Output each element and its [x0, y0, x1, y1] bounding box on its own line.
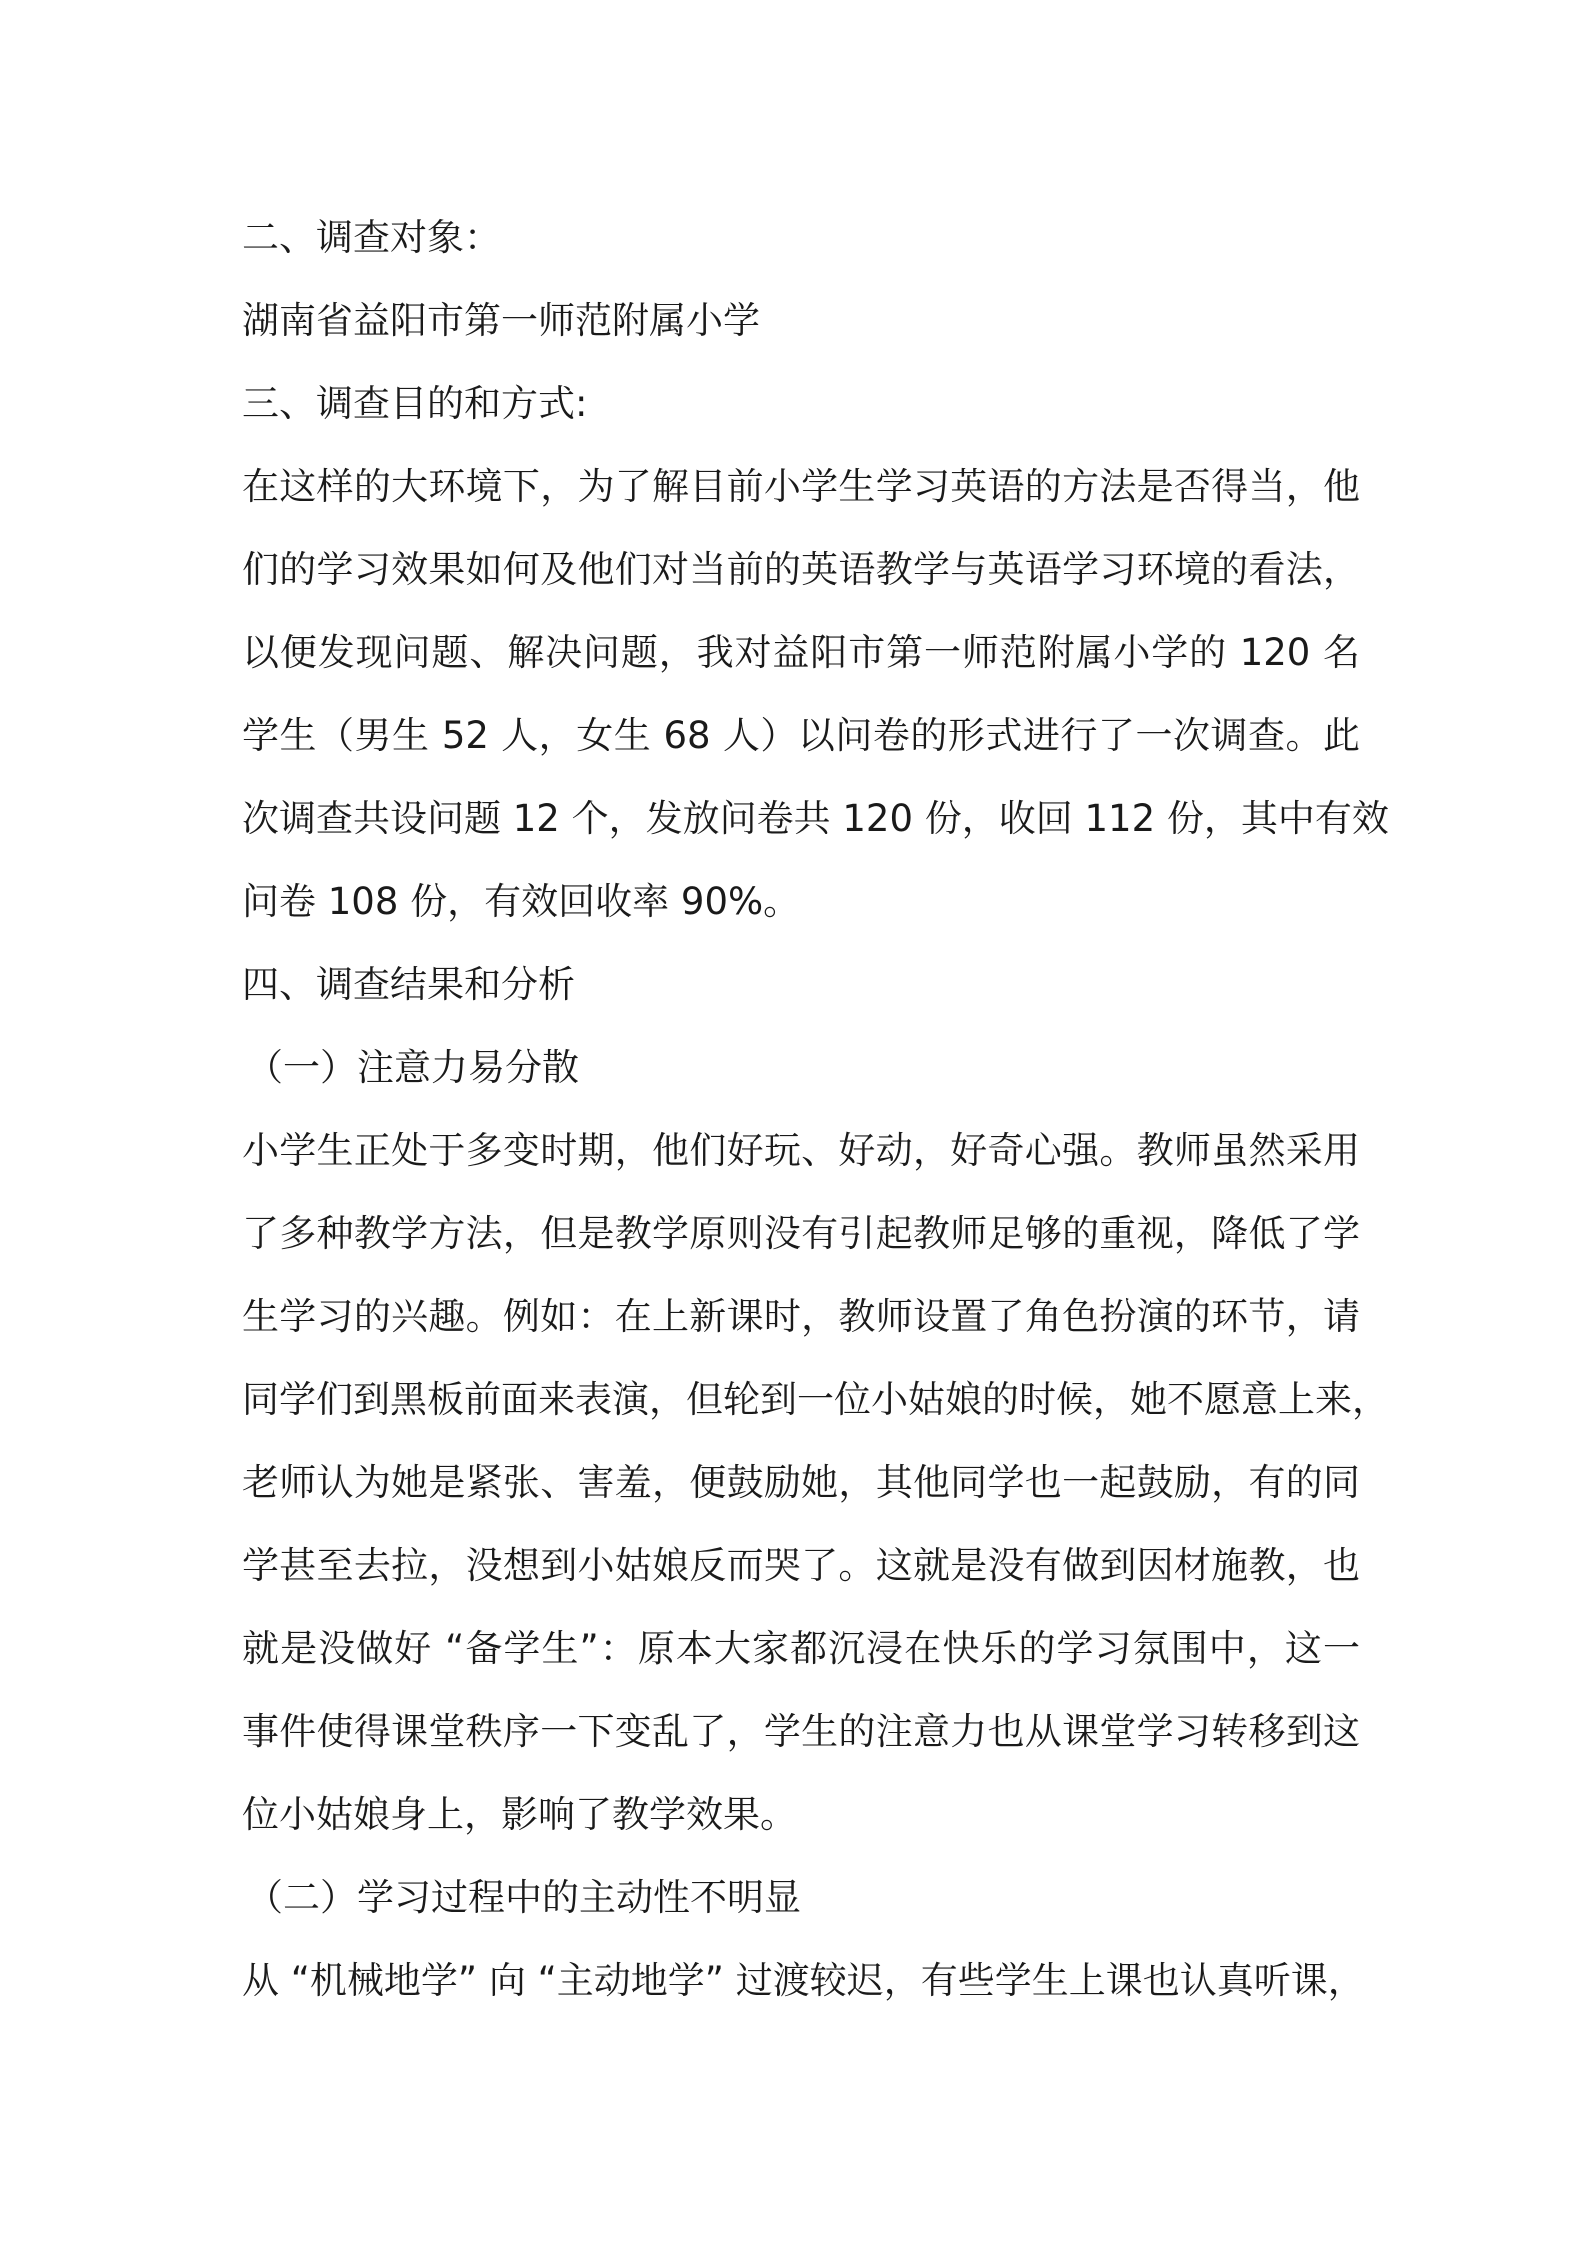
paragraph-line: 们的学习效果如何及他们对当前的英语教学与英语学习环境的看法， — [242, 548, 1360, 591]
paragraph-line: 学生（男生 52 人，女生 68 人）以问卷的形式进行了一次调查。此 — [242, 714, 1360, 757]
paragraph-line: 从 “机械地学” 向 “主动地学” 过渡较迟，有些学生上课也认真听课， — [242, 1959, 1365, 2002]
paragraph-line: 事件使得课堂秩序一下变乱了，学生的注意力也从课堂学习转移到这 — [242, 1710, 1360, 1753]
initiative-paragraph — [242, 1939, 1365, 2022]
paragraph-line: 次调查共设问题 12 个，发放问卷共 120 份，收回 112 份，其中有效 — [242, 797, 1389, 840]
paragraph-line: 以便发现问题、解决问题，我对益阳市第一师范附属小学的 120 名 — [242, 631, 1360, 674]
paragraph-line: 同学们到黑板前面来表演，但轮到一位小姑娘的时候，她不愿意上来， — [242, 1378, 1389, 1421]
paragraph-line: 老师认为她是紧张、害羞，便鼓励她，其他同学也一起鼓励，有的同 — [242, 1461, 1360, 1504]
paragraph-line: 在这样的大环境下，为了解目前小学生学习英语的方法是否得当，他 — [242, 465, 1360, 508]
purpose-method-paragraph — [242, 445, 1389, 943]
investigation-subject-text: 湖南省益阳市第一师范附属小学 — [242, 299, 760, 342]
subsection-heading-attention: （一）注意力易分散 — [246, 1046, 579, 1089]
paragraph-line: 学甚至去拉，没想到小姑娘反而哭了。这就是没有做到因材施教，也 — [242, 1544, 1360, 1587]
section-heading-results-analysis: 四、调查结果和分析 — [242, 963, 575, 1006]
paragraph-line: 就是没做好 “备学生”：原本大家都沉浸在快乐的学习氛围中，这一 — [242, 1627, 1360, 1670]
paragraph-line: 问卷 108 份，有效回收率 90%。 — [242, 880, 801, 923]
section-heading-purpose-method: 三、调查目的和方式: — [242, 382, 588, 425]
paragraph-line: 小学生正处于多变时期，他们好玩、好动，好奇心强。教师虽然采用 — [242, 1129, 1360, 1172]
paragraph-line: 生学习的兴趣。例如：在上新课时，教师设置了角色扮演的环节，请 — [242, 1295, 1360, 1338]
subsection-heading-initiative: （二）学习过程中的主动性不明显 — [246, 1876, 801, 1919]
document-body — [242, 196, 1389, 2022]
attention-paragraph — [242, 1109, 1389, 1856]
paragraph-line: 了多种教学方法，但是教学原则没有引起教师足够的重视，降低了学 — [242, 1212, 1360, 1255]
section-heading-investigation-subject: 二、调查对象： — [242, 216, 501, 259]
paragraph-line: 位小姑娘身上，影响了教学效果。 — [242, 1793, 797, 1836]
